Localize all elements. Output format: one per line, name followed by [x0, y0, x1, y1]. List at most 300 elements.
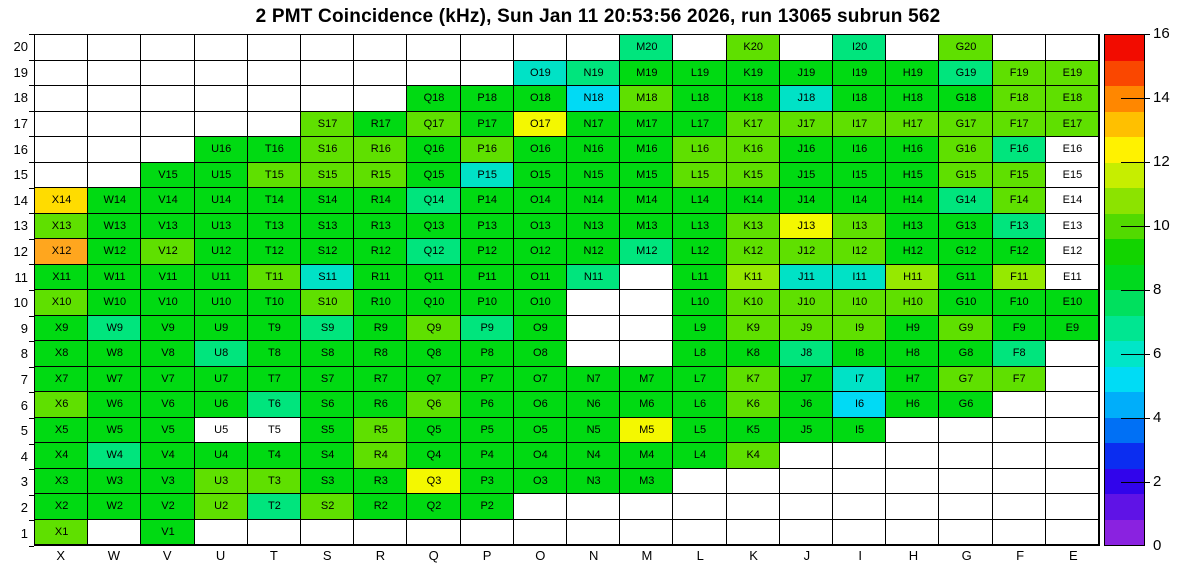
heatmap-cell: S2 — [301, 494, 354, 520]
heatmap-cell — [620, 494, 673, 520]
heatmap-cell — [354, 61, 407, 87]
heatmap-cell: V1 — [141, 520, 194, 546]
heatmap-cell: R8 — [354, 341, 407, 367]
colorbar-tick-label: 16 — [1153, 25, 1170, 42]
y-tick-label: 16 — [13, 141, 28, 157]
heatmap-cell: N6 — [567, 392, 620, 418]
heatmap-cell: P6 — [461, 392, 514, 418]
heatmap-cell: K7 — [727, 367, 780, 393]
heatmap-cell: I17 — [833, 112, 886, 138]
heatmap-cell: H16 — [886, 137, 939, 163]
heatmap-cell: Q7 — [407, 367, 460, 393]
heatmap-cell — [248, 112, 301, 138]
heatmap-cell: S8 — [301, 341, 354, 367]
colorbar-band — [1105, 494, 1144, 520]
heatmap-cell: R5 — [354, 418, 407, 444]
heatmap-cell: G8 — [939, 341, 992, 367]
y-tick-label: 1 — [20, 525, 28, 541]
heatmap-cell — [354, 86, 407, 112]
heatmap-cell: G14 — [939, 188, 992, 214]
heatmap-cell: X10 — [35, 290, 88, 316]
heatmap-cell: E15 — [1046, 163, 1099, 189]
heatmap-cell: F11 — [993, 265, 1046, 291]
x-tick-label: L — [696, 548, 704, 563]
heatmap-cell — [620, 265, 673, 291]
heatmap-cell: K18 — [727, 86, 780, 112]
heatmap-cell: P10 — [461, 290, 514, 316]
heatmap-cell: J19 — [780, 61, 833, 87]
heatmap-cell — [195, 112, 248, 138]
heatmap-cell: U4 — [195, 443, 248, 469]
heatmap-cell: N18 — [567, 86, 620, 112]
colorbar-tick-label: 12 — [1153, 153, 1170, 170]
heatmap-cell: I5 — [833, 418, 886, 444]
heatmap-cell: J10 — [780, 290, 833, 316]
heatmap-cell: O14 — [514, 188, 567, 214]
heatmap-cell: H19 — [886, 61, 939, 87]
heatmap-cell: H8 — [886, 341, 939, 367]
heatmap-cell: T9 — [248, 316, 301, 342]
y-axis-tick — [29, 213, 34, 214]
heatmap-cell: J9 — [780, 316, 833, 342]
heatmap-cell — [939, 469, 992, 495]
colorbar-tick — [1121, 226, 1150, 227]
heatmap-cell: T6 — [248, 392, 301, 418]
heatmap-cell: I19 — [833, 61, 886, 87]
heatmap-cell — [514, 494, 567, 520]
heatmap-cell: S10 — [301, 290, 354, 316]
heatmap-cell — [461, 35, 514, 61]
heatmap-cell: V5 — [141, 418, 194, 444]
heatmap-cell: H14 — [886, 188, 939, 214]
y-axis-tick — [29, 34, 34, 35]
heatmap-cell: G11 — [939, 265, 992, 291]
heatmap-cell: E11 — [1046, 265, 1099, 291]
heatmap-cell — [248, 86, 301, 112]
y-axis-tick — [29, 316, 34, 317]
heatmap-cell: O8 — [514, 341, 567, 367]
colorbar-band — [1105, 418, 1144, 444]
heatmap-cell — [35, 137, 88, 163]
heatmap-cell: N7 — [567, 367, 620, 393]
heatmap-cell: R11 — [354, 265, 407, 291]
heatmap-cell: O16 — [514, 137, 567, 163]
heatmap-cell: Q17 — [407, 112, 460, 138]
heatmap-cell — [673, 520, 726, 546]
heatmap-cell: V15 — [141, 163, 194, 189]
heatmap-cell — [301, 86, 354, 112]
heatmap-cell — [833, 494, 886, 520]
heatmap-cell — [88, 112, 141, 138]
x-tick-label: T — [269, 548, 278, 563]
heatmap-cell — [993, 443, 1046, 469]
x-tick-label: S — [322, 548, 332, 563]
heatmap-cell: W10 — [88, 290, 141, 316]
heatmap-cell: O7 — [514, 367, 567, 393]
heatmap-cell: G9 — [939, 316, 992, 342]
y-tick-label: 18 — [13, 90, 28, 106]
heatmap-cell: I9 — [833, 316, 886, 342]
heatmap-cell: H10 — [886, 290, 939, 316]
heatmap-cell: E13 — [1046, 214, 1099, 240]
heatmap-cell: U8 — [195, 341, 248, 367]
heatmap-cell: R14 — [354, 188, 407, 214]
heatmap-cell: M3 — [620, 469, 673, 495]
heatmap-cell: T5 — [248, 418, 301, 444]
heatmap-cell — [1046, 367, 1099, 393]
heatmap-cell: L12 — [673, 239, 726, 265]
heatmap-cell: W14 — [88, 188, 141, 214]
heatmap-cell: R12 — [354, 239, 407, 265]
heatmap-cell: R3 — [354, 469, 407, 495]
heatmap-cell: M19 — [620, 61, 673, 87]
heatmap-cell: J13 — [780, 214, 833, 240]
heatmap-cell: X13 — [35, 214, 88, 240]
heatmap-cell: K13 — [727, 214, 780, 240]
heatmap-cell: I10 — [833, 290, 886, 316]
heatmap-cell — [301, 520, 354, 546]
heatmap-cell: J6 — [780, 392, 833, 418]
heatmap-cell: I6 — [833, 392, 886, 418]
heatmap-cell: T11 — [248, 265, 301, 291]
heatmap-cell — [248, 520, 301, 546]
heatmap-cell: F9 — [993, 316, 1046, 342]
heatmap-cell: R4 — [354, 443, 407, 469]
x-tick-label: G — [961, 548, 972, 563]
heatmap-cell: S6 — [301, 392, 354, 418]
x-tick-label: W — [107, 548, 121, 563]
heatmap-cell — [780, 35, 833, 61]
heatmap-cell: P7 — [461, 367, 514, 393]
heatmap-cell: E9 — [1046, 316, 1099, 342]
heatmap-cell: K6 — [727, 392, 780, 418]
heatmap-cell: U16 — [195, 137, 248, 163]
heatmap-cell — [620, 341, 673, 367]
heatmap-cell: K16 — [727, 137, 780, 163]
heatmap-cell — [1046, 520, 1099, 546]
heatmap-cell: M13 — [620, 214, 673, 240]
x-tick-label: H — [908, 548, 919, 563]
heatmap-cell: L7 — [673, 367, 726, 393]
heatmap-cell: P11 — [461, 265, 514, 291]
heatmap-cell: K9 — [727, 316, 780, 342]
heatmap-cell: V6 — [141, 392, 194, 418]
heatmap-cell — [514, 35, 567, 61]
heatmap-cell: I7 — [833, 367, 886, 393]
colorbar-tick-label: 4 — [1153, 409, 1162, 426]
colorbar-tick — [1121, 354, 1150, 355]
heatmap-cell: L17 — [673, 112, 726, 138]
y-tick-label: 17 — [13, 116, 28, 132]
heatmap-cell: U12 — [195, 239, 248, 265]
heatmap-cell: L15 — [673, 163, 726, 189]
heatmap-cell: S7 — [301, 367, 354, 393]
heatmap-cell — [620, 520, 673, 546]
x-tick-label: V — [162, 548, 172, 563]
heatmap-cell: G12 — [939, 239, 992, 265]
heatmap-cell — [407, 61, 460, 87]
heatmap-cell: J15 — [780, 163, 833, 189]
heatmap-cell: E12 — [1046, 239, 1099, 265]
y-tick-label: 19 — [13, 64, 28, 80]
y-axis-tick — [29, 85, 34, 86]
heatmap-cell: S14 — [301, 188, 354, 214]
heatmap-cell — [141, 112, 194, 138]
heatmap-cell: Q15 — [407, 163, 460, 189]
heatmap-cell — [833, 520, 886, 546]
heatmap-cell — [993, 35, 1046, 61]
heatmap-cell — [939, 494, 992, 520]
y-tick-label: 3 — [20, 474, 28, 490]
heatmap-cell — [567, 290, 620, 316]
heatmap-cell: W12 — [88, 239, 141, 265]
heatmap-cell: S12 — [301, 239, 354, 265]
heatmap-cell: Q6 — [407, 392, 460, 418]
heatmap-cell: E18 — [1046, 86, 1099, 112]
x-tick-label: M — [641, 548, 653, 563]
heatmap-cell: X9 — [35, 316, 88, 342]
heatmap-cell: U14 — [195, 188, 248, 214]
y-tick-label: 5 — [20, 423, 28, 439]
heatmap-cell: Q9 — [407, 316, 460, 342]
colorbar-tick-label: 2 — [1153, 473, 1162, 490]
heatmap-cell: Q5 — [407, 418, 460, 444]
heatmap-cell — [886, 35, 939, 61]
colorbar-tick — [1121, 482, 1150, 483]
heatmap-cell — [620, 316, 673, 342]
heatmap-cell: P14 — [461, 188, 514, 214]
heatmap-cell — [673, 35, 726, 61]
heatmap-cell: R10 — [354, 290, 407, 316]
heatmap-cell: H15 — [886, 163, 939, 189]
heatmap-cell: X12 — [35, 239, 88, 265]
y-tick-label: 15 — [13, 167, 28, 183]
heatmap-cell: Q16 — [407, 137, 460, 163]
y-tick-label: 12 — [13, 244, 28, 260]
heatmap-cell: U13 — [195, 214, 248, 240]
y-axis-tick — [29, 520, 34, 521]
heatmap-cell: P12 — [461, 239, 514, 265]
heatmap-cell: T8 — [248, 341, 301, 367]
heatmap-cell: J12 — [780, 239, 833, 265]
heatmap-cell — [727, 520, 780, 546]
heatmap-cell: G7 — [939, 367, 992, 393]
heatmap-cell: W5 — [88, 418, 141, 444]
heatmap-cell: F10 — [993, 290, 1046, 316]
heatmap-cell: M18 — [620, 86, 673, 112]
heatmap-cell: H9 — [886, 316, 939, 342]
heatmap-cell: V7 — [141, 367, 194, 393]
y-tick-label: 13 — [13, 218, 28, 234]
heatmap-cell: P2 — [461, 494, 514, 520]
heatmap-cell — [141, 61, 194, 87]
heatmap-cell: G19 — [939, 61, 992, 87]
heatmap-cell: M14 — [620, 188, 673, 214]
heatmap-cell — [780, 520, 833, 546]
heatmap-cell: K11 — [727, 265, 780, 291]
heatmap-cell: T15 — [248, 163, 301, 189]
heatmap-cell: X7 — [35, 367, 88, 393]
y-axis-tick — [29, 546, 34, 547]
heatmap-cell: I14 — [833, 188, 886, 214]
colorbar-band — [1105, 316, 1144, 342]
x-tick-label: R — [375, 548, 386, 563]
heatmap-cell: N4 — [567, 443, 620, 469]
heatmap-cell: P15 — [461, 163, 514, 189]
y-axis-tick — [29, 495, 34, 496]
heatmap-cell: S4 — [301, 443, 354, 469]
heatmap-cell: K19 — [727, 61, 780, 87]
y-axis-tick — [29, 341, 34, 342]
heatmap-cell — [886, 443, 939, 469]
heatmap-cell: Q4 — [407, 443, 460, 469]
heatmap-cell: O17 — [514, 112, 567, 138]
heatmap-cell: N16 — [567, 137, 620, 163]
heatmap-cell: T12 — [248, 239, 301, 265]
colorbar-tick — [1121, 418, 1150, 419]
colorbar-band — [1105, 188, 1144, 214]
heatmap-cell: J17 — [780, 112, 833, 138]
heatmap-cell: V14 — [141, 188, 194, 214]
heatmap-cell: S11 — [301, 265, 354, 291]
heatmap-cell: H18 — [886, 86, 939, 112]
heatmap-cell — [35, 86, 88, 112]
heatmap-cell: F8 — [993, 341, 1046, 367]
y-tick-label: 7 — [20, 372, 28, 388]
heatmap-cell: F14 — [993, 188, 1046, 214]
heatmap-cell: K4 — [727, 443, 780, 469]
heatmap-cell: E16 — [1046, 137, 1099, 163]
x-tick-label: K — [749, 548, 758, 563]
heatmap-cell: R13 — [354, 214, 407, 240]
heatmap-cell: K5 — [727, 418, 780, 444]
heatmap-cell: X3 — [35, 469, 88, 495]
heatmap-cell: S16 — [301, 137, 354, 163]
heatmap-cell — [88, 520, 141, 546]
heatmap-cell: I13 — [833, 214, 886, 240]
heatmap-cell: L9 — [673, 316, 726, 342]
heatmap-cell — [993, 392, 1046, 418]
heatmap-cell — [1046, 392, 1099, 418]
heatmap-cell: M5 — [620, 418, 673, 444]
heatmap-cell: W3 — [88, 469, 141, 495]
heatmap-cell — [567, 520, 620, 546]
heatmap-cell: F15 — [993, 163, 1046, 189]
heatmap-cell: O15 — [514, 163, 567, 189]
heatmap-cell: M6 — [620, 392, 673, 418]
heatmap-cell — [195, 35, 248, 61]
heatmap-cell — [88, 137, 141, 163]
heatmap-cell: M17 — [620, 112, 673, 138]
x-tick-label: E — [1069, 548, 1078, 563]
heatmap-cell: V11 — [141, 265, 194, 291]
y-axis-tick — [29, 469, 34, 470]
heatmap-cell: Q10 — [407, 290, 460, 316]
colorbar-tick — [1121, 290, 1150, 291]
heatmap-cell: P13 — [461, 214, 514, 240]
heatmap-cell: Q12 — [407, 239, 460, 265]
heatmap-cell: U9 — [195, 316, 248, 342]
heatmap-cell — [248, 61, 301, 87]
heatmap-cell — [780, 469, 833, 495]
heatmap-cell: N13 — [567, 214, 620, 240]
heatmap-cell: X4 — [35, 443, 88, 469]
y-axis-tick — [29, 60, 34, 61]
heatmap-cell: Q18 — [407, 86, 460, 112]
heatmap-cell — [35, 61, 88, 87]
heatmap-cell: M16 — [620, 137, 673, 163]
y-tick-label: 14 — [13, 192, 28, 208]
heatmap-cell: O12 — [514, 239, 567, 265]
heatmap-cell: J11 — [780, 265, 833, 291]
heatmap-cell: K8 — [727, 341, 780, 367]
heatmap-cell: I11 — [833, 265, 886, 291]
heatmap-cell: V4 — [141, 443, 194, 469]
heatmap-cell — [1046, 418, 1099, 444]
heatmap-cell: J14 — [780, 188, 833, 214]
heatmap-cell: M12 — [620, 239, 673, 265]
heatmap-cell: N14 — [567, 188, 620, 214]
heatmap-cell: N15 — [567, 163, 620, 189]
heatmap-cell — [141, 86, 194, 112]
heatmap-cell: I20 — [833, 35, 886, 61]
heatmap-cell: N17 — [567, 112, 620, 138]
heatmap-cell: W2 — [88, 494, 141, 520]
heatmap-cell: W7 — [88, 367, 141, 393]
heatmap-cell — [1046, 494, 1099, 520]
heatmap-cell: O13 — [514, 214, 567, 240]
y-axis-tick — [29, 290, 34, 291]
heatmap-cell: Q14 — [407, 188, 460, 214]
heatmap-cell: R6 — [354, 392, 407, 418]
heatmap-cell: P3 — [461, 469, 514, 495]
heatmap-cell — [727, 494, 780, 520]
heatmap-cell: G10 — [939, 290, 992, 316]
heatmap-cell — [567, 316, 620, 342]
heatmap-cell: L14 — [673, 188, 726, 214]
heatmap-cell: H11 — [886, 265, 939, 291]
heatmap-cell: L16 — [673, 137, 726, 163]
heatmap-cell: H6 — [886, 392, 939, 418]
colorbar-tick-label: 6 — [1153, 345, 1162, 362]
heatmap-cell — [407, 35, 460, 61]
heatmap-cell: Q8 — [407, 341, 460, 367]
heatmap-cell: R17 — [354, 112, 407, 138]
heatmap-cell: N5 — [567, 418, 620, 444]
y-tick-label: 11 — [14, 269, 28, 285]
heatmap-cell: T4 — [248, 443, 301, 469]
x-tick-label: O — [535, 548, 546, 563]
heatmap-cell — [141, 35, 194, 61]
heatmap-grid — [34, 34, 1100, 546]
heatmap-cell: F12 — [993, 239, 1046, 265]
heatmap-cell: X14 — [35, 188, 88, 214]
heatmap-cell: M15 — [620, 163, 673, 189]
heatmap-cell: L11 — [673, 265, 726, 291]
heatmap-cell: L19 — [673, 61, 726, 87]
heatmap-cell — [886, 494, 939, 520]
heatmap-cell: M20 — [620, 35, 673, 61]
y-tick-label: 10 — [13, 295, 28, 311]
heatmap-cell — [1046, 35, 1099, 61]
heatmap-cell: V8 — [141, 341, 194, 367]
heatmap-cell: U7 — [195, 367, 248, 393]
heatmap-cell — [461, 61, 514, 87]
y-tick-label: 9 — [20, 320, 28, 336]
heatmap-cell: P18 — [461, 86, 514, 112]
heatmap-cell: S3 — [301, 469, 354, 495]
heatmap-cell: R16 — [354, 137, 407, 163]
